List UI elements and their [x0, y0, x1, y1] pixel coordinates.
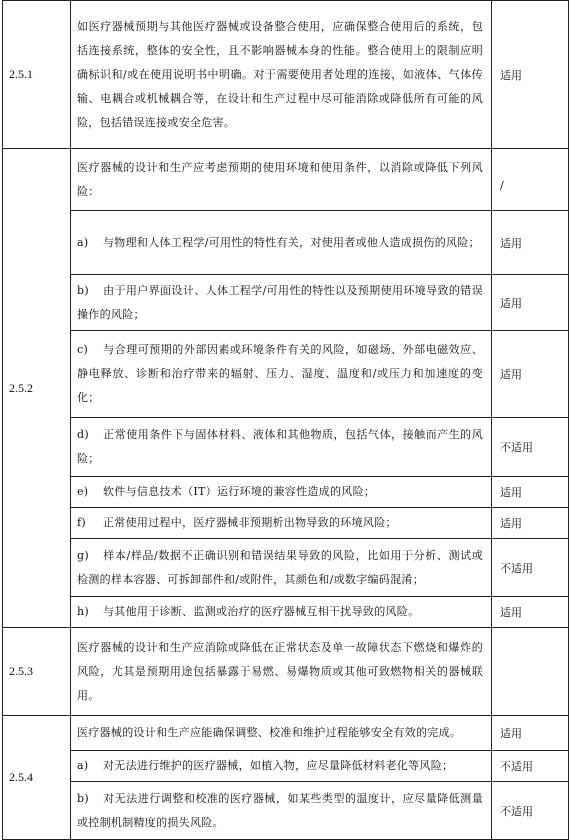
- requirement-text: 医疗器械的设计和生产应消除或降低在正常状态及单一故障状态下燃烧和爆炸的风险，尤其是预期用途包括暴露于易燃、易爆物质或其他可致燃物相关的器械联用。: [71, 628, 492, 716]
- applicability-cell: 适用: [492, 211, 569, 275]
- requirement-text: 医疗器械的设计和生产应考虑预期的使用环境和使用条件，以消除或降低下列风险：: [71, 149, 492, 211]
- table-row: [3, 418, 569, 477]
- applicability-cell: 不适用: [492, 539, 569, 597]
- applicability-cell: 不适用: [492, 751, 569, 782]
- requirement-text: a) 与物理和人体工程学/可用性的特性有关，对使用者或他人造成损伤的风险；: [71, 211, 492, 275]
- item-label: a): [77, 759, 89, 772]
- table-row: [3, 275, 569, 331]
- item-label: c): [77, 343, 89, 356]
- table-row: [3, 751, 569, 782]
- requirement-text: h) 与其他用于诊断、监测或治疗的医疗器械互相干扰导致的风险。: [71, 597, 492, 628]
- item-label: b): [77, 791, 89, 805]
- applicability-cell: 不适用: [492, 418, 569, 477]
- clause-number: 2.5.1: [3, 1, 71, 149]
- requirement-text: f) 正常使用过程中，医疗器械非预期析出物导致的环境风险；: [71, 508, 492, 539]
- clause-number: 2.5.2: [3, 149, 71, 628]
- table-row: [3, 211, 569, 275]
- applicability-cell: 适用: [492, 477, 569, 508]
- requirements-table: [2, 0, 569, 840]
- table-row: [3, 597, 569, 628]
- table-row: [3, 477, 569, 508]
- requirement-text: 医疗器械的设计和生产应能确保调整、校准和维护过程能够安全有效的完成。: [71, 716, 492, 751]
- table-row: [3, 149, 569, 211]
- applicability-cell: 适用: [492, 716, 569, 751]
- requirement-text: b) 对无法进行调整和校准的医疗器械，如某些类型的温度计，应尽量降低测量或控制机制精度的损失风险。: [71, 782, 492, 840]
- clause-number: 2.5.3: [3, 628, 71, 716]
- requirement-text: c) 与合理可预期的外部因素或环境条件有关的风险，如磁场、外部电磁效应、静电释放、诊断和治疗带来的辐射、压力、湿度、温度和/或压力和加速度的变化；: [71, 331, 492, 418]
- item-label: f): [77, 516, 86, 529]
- table-row: [3, 716, 569, 751]
- applicability-cell: 适用: [492, 275, 569, 331]
- applicability-cell: 适用: [492, 508, 569, 539]
- requirement-text: 如医疗器械预期与其他医疗器械或设备整合使用，应确保整合使用后的系统，包括连接系统，整体的安全性，且不影响器械本身的性能。整合使用上的限制应明确标识和/或在使用说明书中明确。对于需要使用者处理的连接，如液体、气体传输、电耦合或机械耦合等，在设计和生产过程中尽可能消除或降低所有可能的风险，包括错误连接或安全危害。: [71, 1, 492, 149]
- table-row: [3, 331, 569, 418]
- applicability-cell: 适用: [492, 1, 569, 149]
- item-label: h): [77, 605, 89, 618]
- table-row: [3, 628, 569, 716]
- applicability-cell: [492, 628, 569, 716]
- requirement-text: b) 由于用户界面设计、人体工程学/可用性的特性以及预期使用环境导致的错误操作的风险；: [71, 275, 492, 331]
- applicability-cell: 适用: [492, 597, 569, 628]
- requirement-text: e) 软件与信息技术（IT）运行环境的兼容性造成的风险；: [71, 477, 492, 508]
- requirement-text: d) 正常使用条件下与固体材料、液体和其他物质，包括气体，接触而产生的风险；: [71, 418, 492, 477]
- applicability-cell: 适用: [492, 331, 569, 418]
- item-label: a): [77, 235, 89, 249]
- requirement-text: g) 样本/样品/数据不正确识别和错误结果导致的风险，比如用于分析、测试或检测的样本容器、可拆卸部件和/或附件，其颜色和/或数字编码混淆；: [71, 539, 492, 597]
- item-label: g): [77, 548, 89, 562]
- item-label: e): [77, 485, 89, 498]
- item-label: d): [77, 428, 89, 441]
- table-row: [3, 782, 569, 840]
- item-label: b): [77, 283, 89, 297]
- clause-number: 2.5.4: [3, 716, 71, 840]
- requirement-text: a) 对无法进行维护的医疗器械，如植入物，应尽量降低材料老化等风险；: [71, 751, 492, 782]
- table-row: [3, 508, 569, 539]
- applicability-cell: 不适用: [492, 782, 569, 840]
- applicability-cell: /: [492, 149, 569, 211]
- table-row: [3, 1, 569, 149]
- table-row: [3, 539, 569, 597]
